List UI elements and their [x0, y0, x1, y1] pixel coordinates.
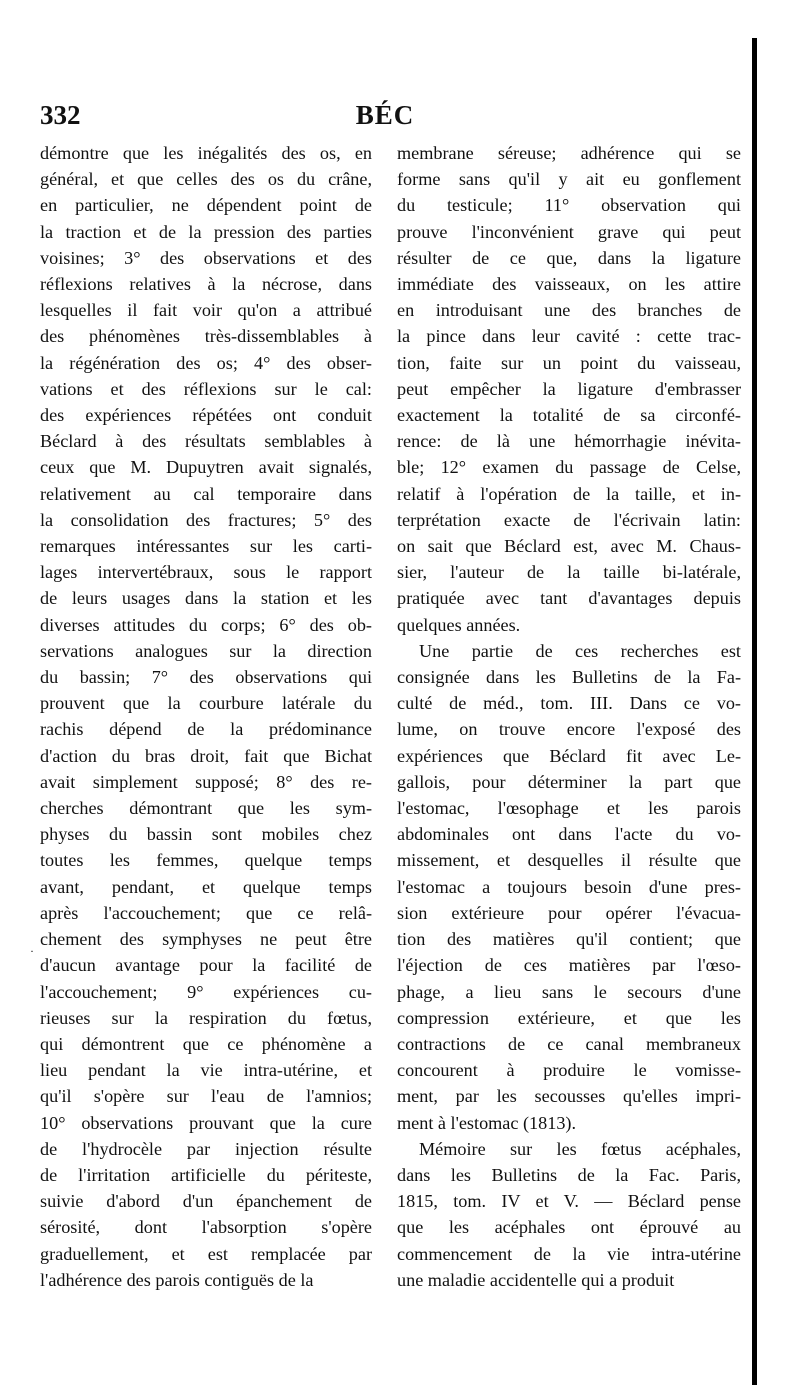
text-line: Béclard à des résultats semblables à [40, 431, 372, 452]
text-line: vations et des réflexions sur le cal: [40, 378, 372, 399]
text-line: membrane séreuse; adhérence qui se [397, 143, 741, 163]
text-line: de leurs usages dans la station et les [40, 588, 372, 609]
text-line: culté de méd., tom. III. Dans ce vo- [397, 693, 741, 714]
text-line: missement, et desquelles il résulte que [397, 850, 741, 871]
text-line: phage, a lieu sans le secours d'une [397, 981, 741, 1002]
text-line: chement des symphyses ne peut être [40, 929, 372, 950]
running-head: BÉC [355, 100, 415, 130]
text-line: après l'accouchement; que ce relâ- [40, 902, 372, 923]
text-line: sion extérieure pour opérer l'évacua- [397, 902, 741, 923]
text-line: prouve l'inconvénient grave qui peut [397, 221, 741, 242]
text-line: concourent à produire le vomisse- [397, 1060, 741, 1081]
text-line: compression extérieure, et que les [397, 1007, 741, 1028]
text-line: des phénomènes très-dissemblables à [40, 326, 372, 347]
text-line: rence: de là une hémorrhagie inévita- [397, 431, 741, 452]
text-line: la régénération des os; 4° des obser- [40, 352, 372, 373]
text-line: de l'hydrocèle par injection résulte [40, 1138, 372, 1159]
text-line: du bassin; 7° des observations qui [40, 667, 372, 688]
text-line: que les acéphales ont éprouvé au [397, 1217, 741, 1238]
text-line: sier, l'auteur de la taille bi-latérale, [397, 562, 741, 583]
text-line: remarques intéressantes sur les carti- [40, 536, 372, 557]
text-line: lume, on trouve encore l'exposé des [397, 719, 741, 740]
text-line: relatif à l'opération de la taille, et in- [397, 483, 741, 504]
text-line: l'éjection de ces matières par l'œso- [397, 955, 741, 976]
text-line: démontre que les inégalités des os, en [40, 143, 372, 163]
text-line: la pince dans leur cavité : cette trac- [397, 326, 741, 347]
text-line: en introduisant une des branches de [397, 300, 741, 321]
text-line: lesquelles il fait voir qu'on a attribué [40, 300, 372, 321]
text-line: ment à l'estomac (1813). [397, 1112, 577, 1133]
text-line: ble; 12° examen du passage de Celse, [397, 457, 741, 478]
text-line: Une partie de ces recherches est [419, 640, 741, 661]
text-line: dans les Bulletins de la Fac. Paris, [397, 1164, 741, 1185]
text-line: tion des matières qu'il contient; que [397, 929, 741, 950]
text-line: forme sans qu'il y ait eu gonflement [397, 169, 741, 190]
text-line: en particulier, ne dépendent point de [40, 195, 372, 216]
text-line: cherches démontrant que les sym- [40, 798, 372, 819]
text-line: consignée dans les Bulletins de la Fa- [397, 667, 741, 688]
text-line: voisines; 3° des observations et des [40, 247, 372, 268]
text-line: commencement de la vie intra-utérine [397, 1243, 741, 1264]
text-line: des expériences répétées ont conduit [40, 405, 372, 426]
text-line: du testicule; 11° observation qui [397, 195, 741, 216]
text-line: l'accouchement; 9° expériences cu- [40, 981, 372, 1002]
text-line: diverses attitudes du corps; 6° des ob- [40, 614, 372, 635]
text-line: résulter de ce que, dans la ligature [397, 247, 741, 268]
text-line: d'action du bras droit, fait que Bichat [40, 745, 372, 766]
text-line: avait simplement supposé; 8° des re- [40, 771, 372, 792]
text-line: l'estomac, l'œsophage et les parois [397, 798, 741, 819]
text-line: réflexions relatives à la nécrose, dans [40, 274, 372, 295]
text-line: on sait que Béclard est, avec M. Chaus- [397, 536, 741, 557]
text-line: toutes les femmes, quelque temps [40, 850, 372, 871]
text-line: l'adhérence des parois contiguës de la [40, 1269, 314, 1290]
text-line: contractions de ce canal membraneux [397, 1033, 741, 1054]
text-line: exactement la totalité de sa circonfé- [397, 405, 741, 426]
text-line: prouvent que la courbure latérale du [40, 693, 372, 714]
text-line: lages intervertébraux, sous le rapport [40, 562, 372, 583]
text-line: abdominales ont dans l'acte du vo- [397, 824, 741, 845]
text-line: expériences que Béclard fit avec Le- [397, 745, 741, 766]
text-line: 10° observations prouvant que la cure [40, 1112, 372, 1133]
text-line: graduellement, et est remplacée par [40, 1243, 372, 1264]
text-line: la consolidation des fractures; 5° des [40, 509, 372, 530]
text-line: une maladie accidentelle qui a produit [397, 1269, 675, 1290]
text-line: quelques années. [397, 614, 521, 635]
text-line: servations analogues sur la direction [40, 640, 372, 661]
text-line: pratiquée avec tant d'avantages depuis [397, 588, 741, 609]
text-line: avant, pendant, et quelque temps [40, 876, 372, 897]
text-line: lieu pendant la vie intra-utérine, et [40, 1060, 372, 1081]
text-line: 1815, tom. IV et V. — Béclard pense [397, 1191, 741, 1212]
page-number: 332 [40, 100, 81, 130]
text-line: immédiate des vaisseaux, on les attire [397, 274, 741, 295]
text-line: suivie d'abord d'un épanchement de [40, 1191, 372, 1212]
text-line: qui démontrent que ce phénomène a [40, 1033, 372, 1054]
text-line: de l'irritation artificielle du périteste, [40, 1164, 372, 1185]
text-line: tion, faite sur un point du vaisseau, [397, 352, 741, 373]
margin-mark: · [30, 944, 34, 958]
text-line: peut empêcher la ligature d'embrasser [397, 378, 741, 399]
text-line: Mémoire sur les fœtus acéphales, [419, 1138, 741, 1159]
text-line: la traction et de la pression des parties [40, 221, 372, 242]
text-line: sérosité, dont l'absorption s'opère [40, 1217, 372, 1238]
text-line: général, et que celles des os du crâne, [40, 169, 372, 190]
text-line: d'aucun avantage pour la facilité de [40, 955, 372, 976]
left-column [40, 140, 372, 1293]
text-line: ceux que M. Dupuytren avait signalés, [40, 457, 372, 478]
text-line: rachis dépend de la prédominance [40, 719, 372, 740]
text-line: ment, par les secousses qu'elles impri- [397, 1086, 741, 1107]
text-line: relativement au cal temporaire dans [40, 483, 372, 504]
text-line: physes du bassin sont mobiles chez [40, 824, 372, 845]
text-line: gallois, pour déterminer la part que [397, 771, 741, 792]
text-line: terprétation exacte de l'écrivain latin: [397, 509, 741, 530]
text-line: l'estomac a toujours besoin d'une pres- [397, 876, 741, 897]
page-edge-rule [752, 38, 757, 1385]
text-line: qu'il s'opère sur l'eau de l'amnios; [40, 1086, 372, 1107]
text-line: rieuses sur la respiration du fœtus, [40, 1007, 372, 1028]
right-column [397, 140, 741, 1293]
